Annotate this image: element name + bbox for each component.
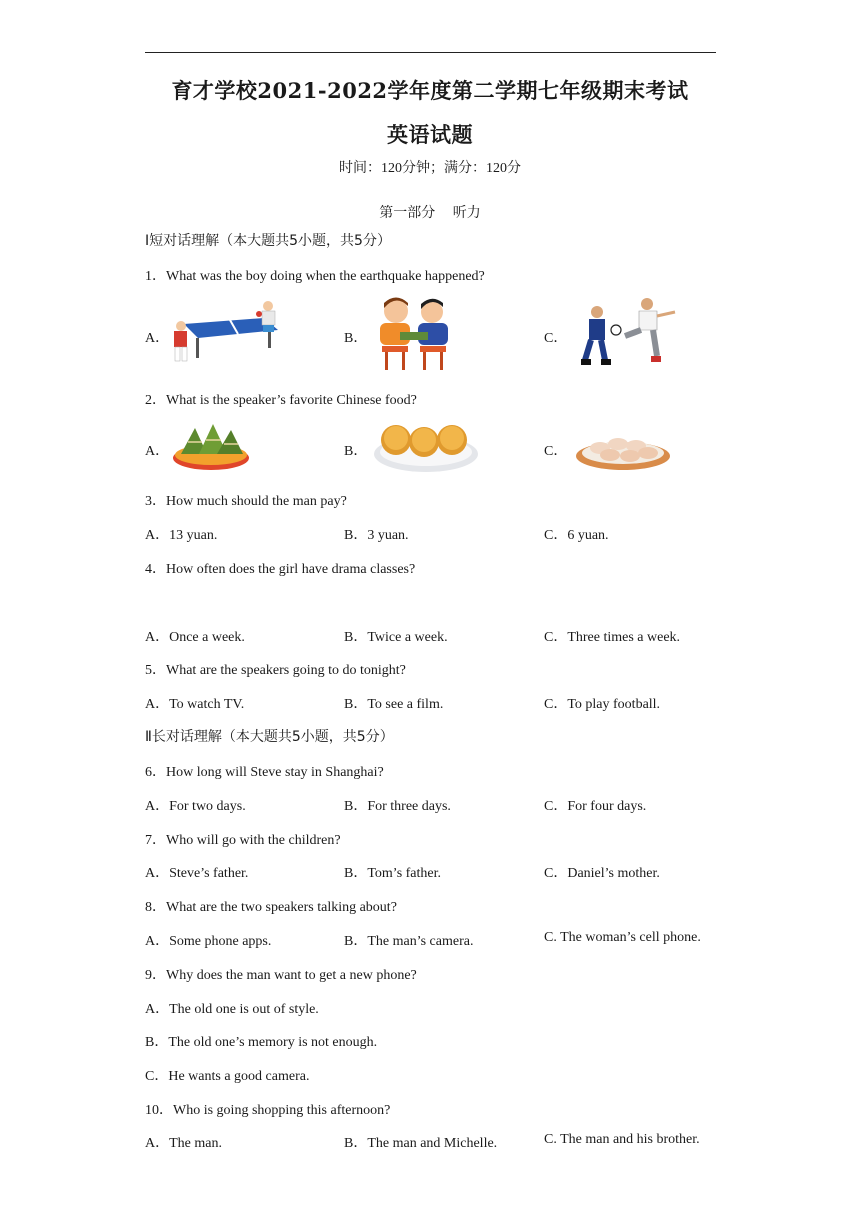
question-1: 1．What was the boy doing when the earthquake happened? [145,269,485,284]
q6-option-a: A．For two days. [145,799,246,814]
q8-option-a: A．Some phone apps. [145,934,272,949]
question-7: 7．Who will go with the children? [145,833,341,848]
question-2: 2．What is the speaker’s favorite Chinese food? [145,393,417,408]
part-heading: 第一部分 听力 [379,206,481,221]
q5-option-a: A．To watch TV. [145,697,245,712]
football-players-picture [571,296,681,376]
q10-option-a: A．The man. [145,1136,222,1151]
q6-option-c: C．For four days. [544,799,647,814]
exam-time-info: 时间：120分钟；满分：120分 [339,161,521,176]
exam-subject-title: 英语试题 [387,122,473,147]
zongzi-picture [171,420,251,472]
q2-option-a-label: A． [145,444,170,459]
q7-option-c: C．Daniel’s mother. [544,866,660,881]
q4-option-b: B．Twice a week. [344,630,448,645]
q9-option-a: A．The old one is out of style. [145,1002,319,1017]
q8-option-b: B．The man’s camera. [344,934,474,949]
q7-option-b: B．Tom’s father. [344,866,442,881]
question-3: 3．How much should the man pay? [145,494,347,509]
q5-option-b: B．To see a film. [344,697,444,712]
q10-option-b: B．The man and Michelle. [344,1136,498,1151]
q3-option-a: A．13 yuan. [145,528,218,543]
question-4: 4．How often does the girl have drama classes? [145,562,416,577]
q1-option-c-label: C． [544,331,568,346]
q4-option-c: C．Three times a week. [544,630,681,645]
table-tennis-picture [168,296,284,372]
q10-option-c: C. The man and his brother. [544,1132,700,1147]
mooncakes-picture [372,418,480,474]
q5-option-c: C．To play football. [544,697,661,712]
q7-option-a: A．Steve’s father. [145,866,249,881]
question-8: 8．What are the two speakers talking about? [145,900,397,915]
q6-option-b: B．For three days. [344,799,451,814]
section-heading-long-dialogues: Ⅱ长对话理解（本大题共5小题，共5分） [145,729,394,745]
q3-option-b: B．3 yuan. [344,528,409,543]
two-boys-playing-board-game-picture [372,294,456,372]
q1-option-a-label: A． [145,331,170,346]
dumplings-picture [574,426,672,472]
q2-option-b-label: B． [344,444,368,459]
question-5: 5．What are the speakers going to do tonight? [145,663,406,678]
q4-option-a: A．Once a week. [145,630,245,645]
q9-option-c: C．He wants a good camera. [145,1069,310,1084]
exam-title: 育才学校2021-2022学年度第二学期七年级期末考试 [171,78,689,103]
question-9: 9．Why does the man want to get a new phone? [145,968,417,983]
q1-option-b-label: B． [344,331,368,346]
top-rule [145,52,716,53]
q9-option-b: B．The old one’s memory is not enough. [145,1035,378,1050]
question-6: 6．How long will Steve stay in Shanghai? [145,765,384,780]
q3-option-c: C．6 yuan. [544,528,609,543]
q8-option-c: C. The woman’s cell phone. [544,930,701,945]
q2-option-c-label: C． [544,444,568,459]
section-heading-short-dialogues: Ⅰ短对话理解（本大题共5小题，共5分） [145,233,391,249]
question-10: 10．Who is going shopping this afternoon? [145,1103,391,1118]
